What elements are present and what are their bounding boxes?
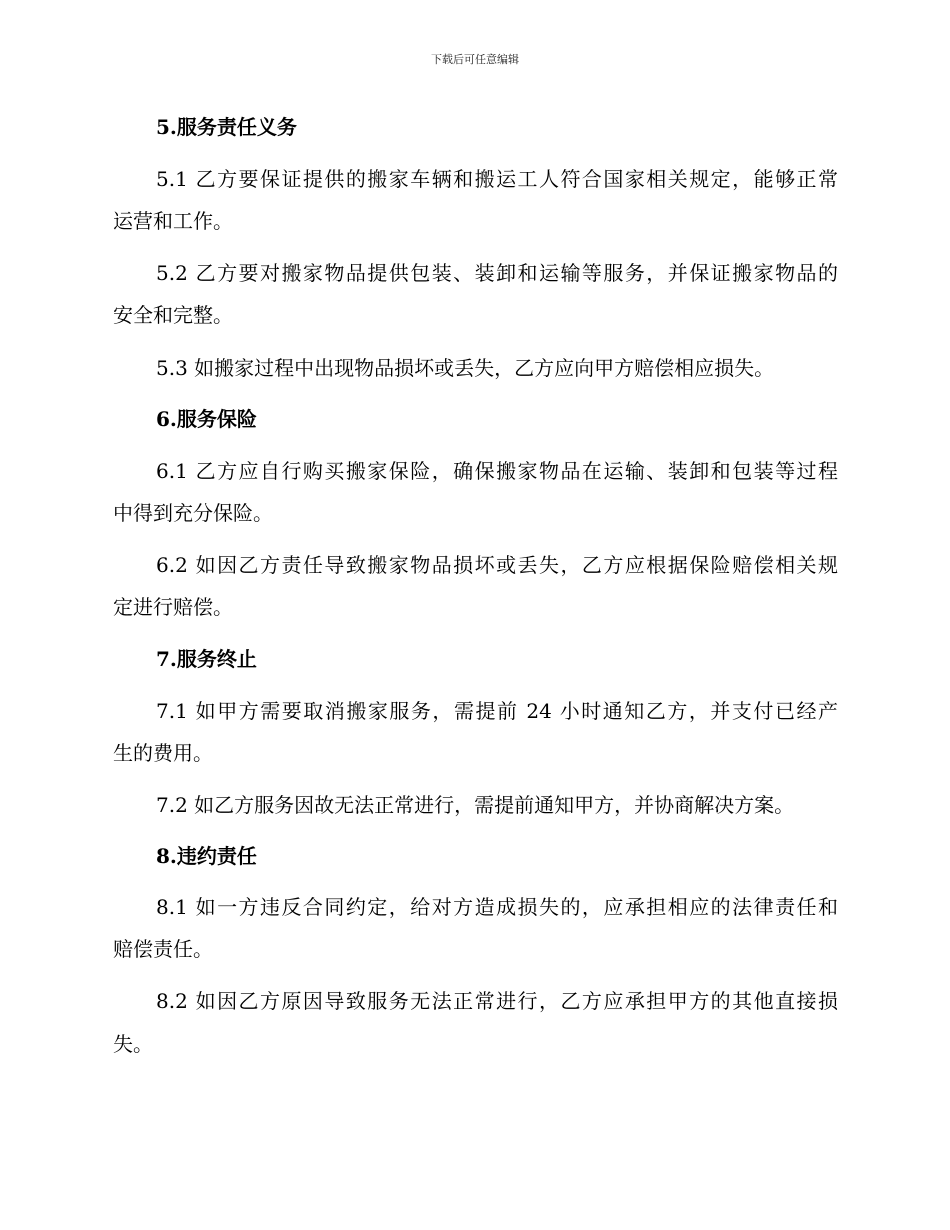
paragraph-line: 8.1 如一方违反合同约定，给对方造成损失的，应承担相应的法律责任和 (156, 895, 838, 919)
section-heading: 6.服务保险 (156, 407, 257, 431)
paragraph-line: 7.1 如甲方需要取消搬家服务，需提前 24 小时通知乙方，并支付已经产 (156, 699, 838, 723)
section-heading: 7.服务终止 (156, 647, 257, 671)
paragraph-line: 5.1 乙方要保证提供的搬家车辆和搬运工人符合国家相关规定，能够正常 (156, 167, 838, 191)
paragraph-line: 定进行赔偿。 (113, 595, 233, 619)
paragraph-line: 6.1 乙方应自行购买搬家保险，确保搬家物品在运输、装卸和包装等过程 (156, 459, 838, 483)
paragraph-line: 赔偿责任。 (113, 937, 213, 961)
paragraph-line: 5.2 乙方要对搬家物品提供包装、装卸和运输等服务，并保证搬家物品的 (156, 261, 838, 285)
paragraph-line: 5.3 如搬家过程中出现物品损坏或丢失，乙方应向甲方赔偿相应损失。 (156, 356, 775, 380)
section-heading: 5.服务责任义务 (156, 115, 297, 139)
section-heading: 8.违约责任 (156, 844, 257, 868)
paragraph-line: 安全和完整。 (113, 303, 233, 327)
paragraph-line: 生的费用。 (113, 741, 213, 765)
paragraph-line: 7.2 如乙方服务因故无法正常进行，需提前通知甲方，并协商解决方案。 (156, 793, 795, 817)
page-header: 下载后可任意编辑 (431, 53, 519, 66)
paragraph-line: 失。 (113, 1032, 153, 1056)
paragraph-line: 6.2 如因乙方责任导致搬家物品损坏或丢失，乙方应根据保险赔偿相关规 (156, 553, 838, 577)
paragraph-line: 8.2 如因乙方原因导致服务无法正常进行，乙方应承担甲方的其他直接损 (156, 989, 838, 1013)
paragraph-line: 中得到充分保险。 (113, 501, 273, 525)
paragraph-line: 运营和工作。 (113, 209, 233, 233)
